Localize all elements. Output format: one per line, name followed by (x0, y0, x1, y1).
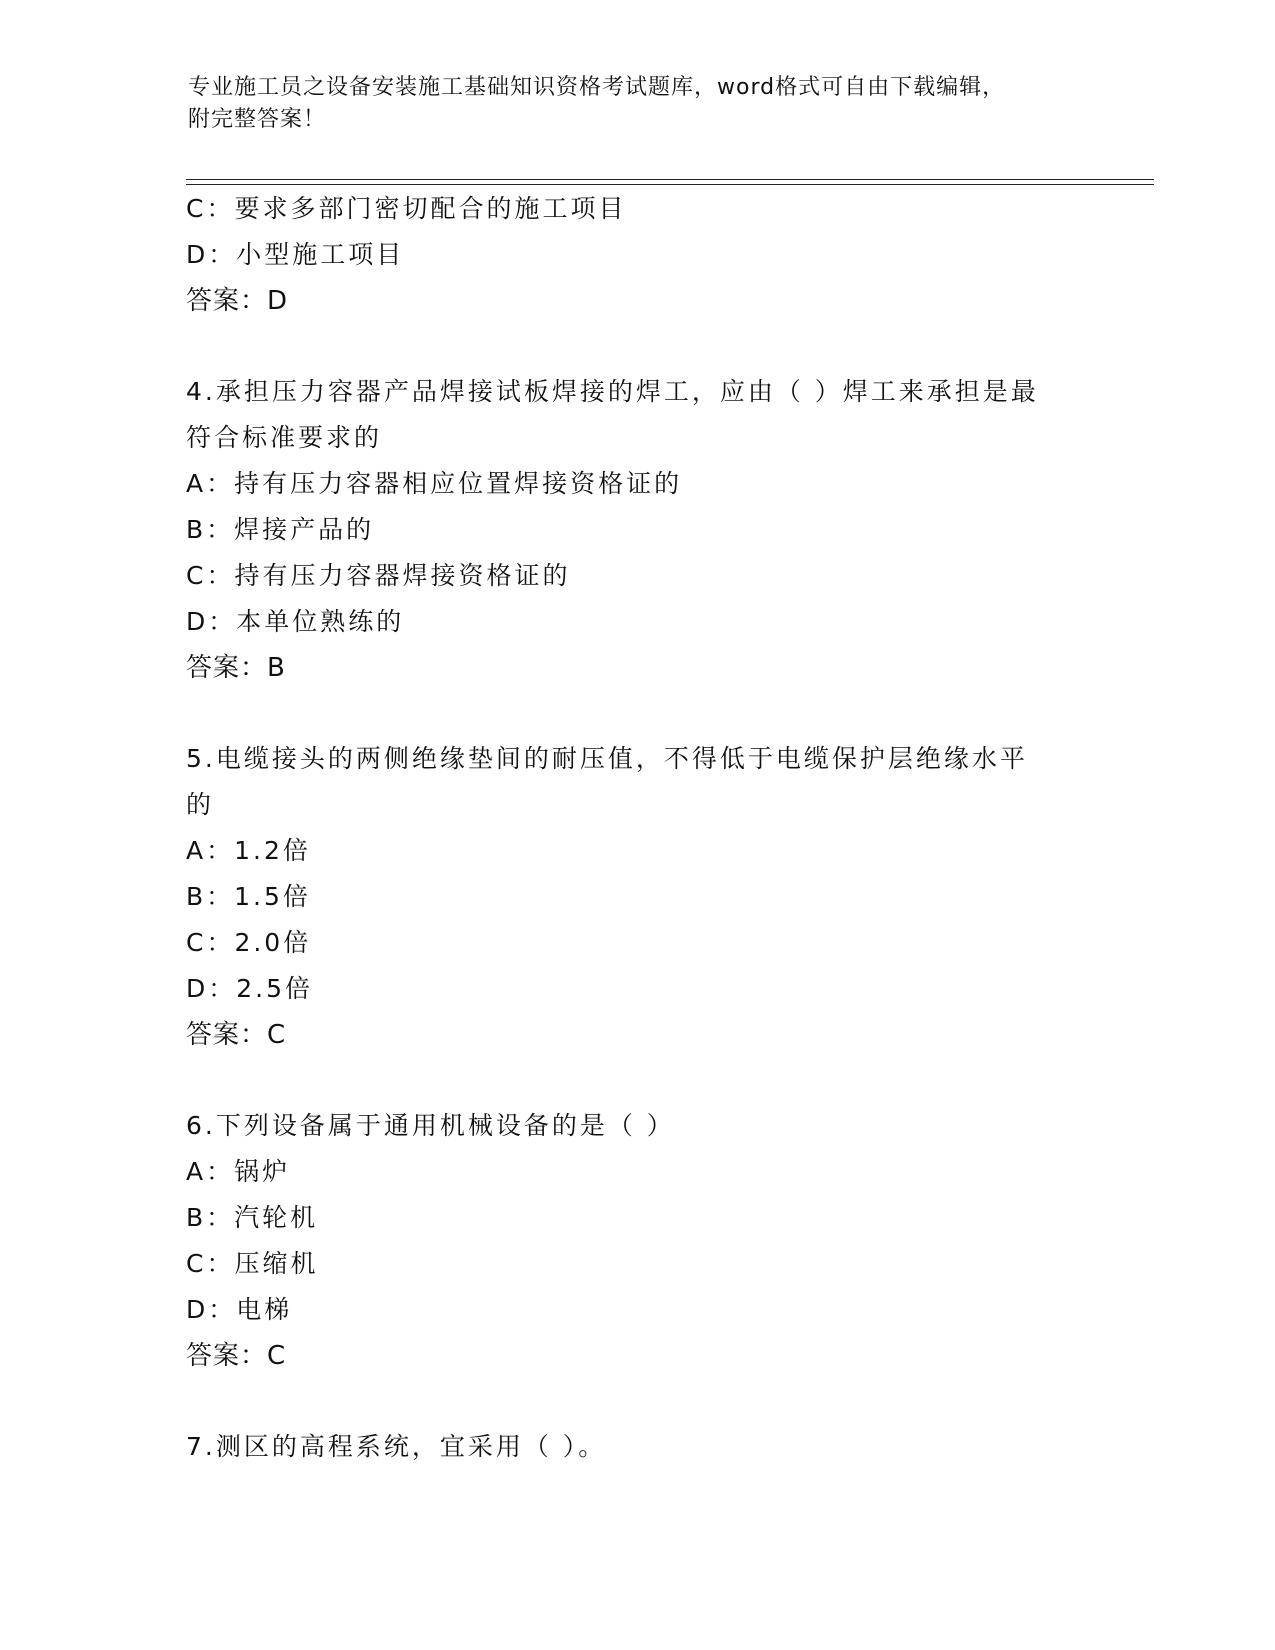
q6-answer: 答案：C (186, 1341, 287, 1371)
q6-option-d: D：电梯 (186, 1295, 293, 1324)
spacer (186, 691, 1086, 736)
question-3-tail (186, 186, 1086, 324)
q5-option-c: C：2.0倍 (186, 928, 312, 957)
spacer (186, 1379, 1086, 1424)
spacer (186, 1058, 1086, 1103)
question-4 (186, 369, 1086, 691)
q3-option-d: D：小型施工项目 (186, 240, 405, 269)
header-divider-bottom (186, 184, 1154, 185)
q6-stem-line-1: 6.下列设备属于通用机械设备的是（ ） (186, 1111, 675, 1140)
q4-answer: 答案：B (186, 653, 286, 683)
q3-answer: 答案：D (186, 286, 289, 316)
header-divider-top (186, 179, 1154, 180)
header-line-1: 专业施工员之设备安装施工基础知识资格考试题库，word格式可自由下载编辑， (188, 75, 1006, 100)
q4-stem-line-1: 4.承担压力容器产品焊接试板焊接的焊工，应由（ ）焊工来承担是最 (186, 377, 1039, 406)
q5-stem-line-2: 的 (186, 790, 215, 819)
q4-stem-line-2: 符合标准要求的 (186, 423, 383, 452)
q4-option-d: D：本单位熟练的 (186, 607, 405, 636)
question-5 (186, 736, 1086, 1058)
question-7 (186, 1424, 1086, 1470)
q6-option-a: A：锅炉 (186, 1157, 291, 1186)
q5-stem-line-1: 5.电缆接头的两侧绝缘垫间的耐压值，不得低于电缆保护层绝缘水平 (186, 744, 1028, 773)
q5-option-d: D：2.5倍 (186, 974, 314, 1003)
q3-option-c: C：要求多部门密切配合的施工项目 (186, 194, 627, 223)
spacer (186, 324, 1086, 369)
q4-option-c: C：持有压力容器焊接资格证的 (186, 561, 571, 590)
q4-option-b: B：焊接产品的 (186, 515, 375, 544)
question-content (186, 186, 1086, 1470)
document-header (188, 72, 1088, 136)
question-6 (186, 1103, 1086, 1379)
q5-option-b: B：1.5倍 (186, 882, 311, 911)
q7-stem-line-1: 7.测区的高程系统，宜采用（ ）。 (186, 1432, 607, 1461)
q4-option-a: A：持有压力容器相应位置焊接资格证的 (186, 469, 683, 498)
q6-option-c: C：压缩机 (186, 1249, 319, 1278)
q5-option-a: A：1.2倍 (186, 836, 311, 865)
q6-option-b: B：汽轮机 (186, 1203, 319, 1232)
header-line-2: 附完整答案！ (188, 107, 327, 132)
q5-answer: 答案：C (186, 1020, 287, 1050)
